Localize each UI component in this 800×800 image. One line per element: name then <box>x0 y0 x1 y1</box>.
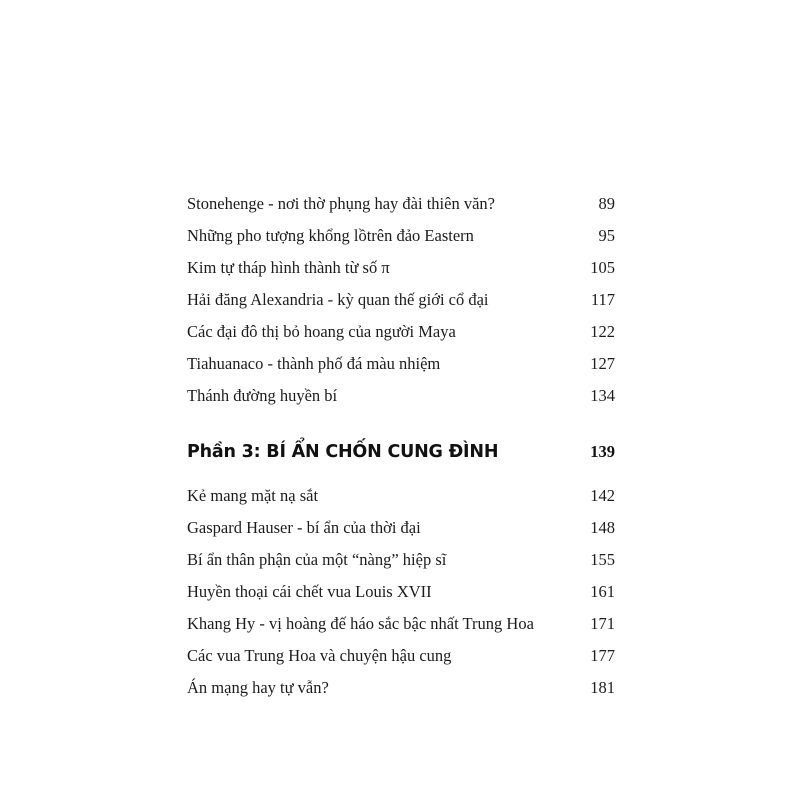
toc-entry[interactable] <box>187 286 615 314</box>
toc-entry-page: 181 <box>590 678 615 697</box>
toc-entry-title: Các vua Trung Hoa và chuyện hậu cung <box>187 646 452 665</box>
toc-entry[interactable] <box>187 610 615 638</box>
toc-entry-title: Hải đăng Alexandria - kỳ quan thế giới cổ đại <box>187 290 489 309</box>
toc-entry[interactable] <box>187 254 615 282</box>
toc-entry-title: Stonehenge - nơi thờ phụng hay đài thiên văn? <box>187 194 495 213</box>
toc-entry-page: 134 <box>590 386 615 405</box>
toc-entry-page: 105 <box>590 258 615 277</box>
toc-entry-title: Các đại đô thị bỏ hoang của người Maya <box>187 322 456 341</box>
toc-entry-title: Khang Hy - vị hoàng đế háo sắc bậc nhất Trung Hoa <box>187 614 534 633</box>
toc-entry[interactable] <box>187 514 615 542</box>
toc-entry-title: Những pho tượng khổng lồtrên đảo Eastern <box>187 226 474 245</box>
toc-entry-title: Kẻ mang mặt nạ sắt <box>187 486 319 505</box>
section-heading[interactable] <box>187 436 615 468</box>
toc-entry[interactable] <box>187 350 615 378</box>
toc-entry-page: 95 <box>598 226 615 245</box>
toc-entry-title: Gaspard Hauser - bí ẩn của thời đại <box>187 518 421 537</box>
toc-entry[interactable] <box>187 382 615 410</box>
toc-entry-page: 161 <box>590 582 615 601</box>
toc-entry[interactable] <box>187 482 615 510</box>
toc-entry[interactable] <box>187 222 615 250</box>
toc-entry-title: Tiahuanaco - thành phố đá màu nhiệm <box>187 354 441 373</box>
toc-entry[interactable] <box>187 318 615 346</box>
toc-entry-title: Bí ẩn thân phận của một “nàng” hiệp sĩ <box>187 550 447 569</box>
section-page-number: 139 <box>590 442 615 461</box>
toc-entry[interactable] <box>187 642 615 670</box>
toc-entry-page: 171 <box>590 614 615 633</box>
toc-entry-page: 155 <box>590 550 615 569</box>
toc-entry[interactable] <box>187 190 615 218</box>
section-title: Phần 3: BÍ ẨN CHỐN CUNG ĐÌNH <box>187 442 499 462</box>
toc-entry-page: 148 <box>590 518 615 537</box>
toc-entry-page: 127 <box>590 354 615 373</box>
toc-entry[interactable] <box>187 578 615 606</box>
toc-entry-title: Huyền thoại cái chết vua Louis XVII <box>187 582 432 601</box>
toc-entry-title: Án mạng hay tự vẫn? <box>187 678 329 697</box>
toc-entry-title: Thánh đường huyền bí <box>187 386 338 405</box>
toc-entry-title: Kim tự tháp hình thành từ số π <box>187 258 390 277</box>
toc-entry-page: 177 <box>590 646 615 665</box>
toc-entry[interactable] <box>187 546 615 574</box>
toc-entry-page: 142 <box>590 486 615 505</box>
toc-entry[interactable] <box>187 674 615 702</box>
toc-entry-page: 89 <box>598 194 615 213</box>
toc-entry-page: 117 <box>590 290 615 309</box>
toc-entry-page: 122 <box>590 322 615 341</box>
